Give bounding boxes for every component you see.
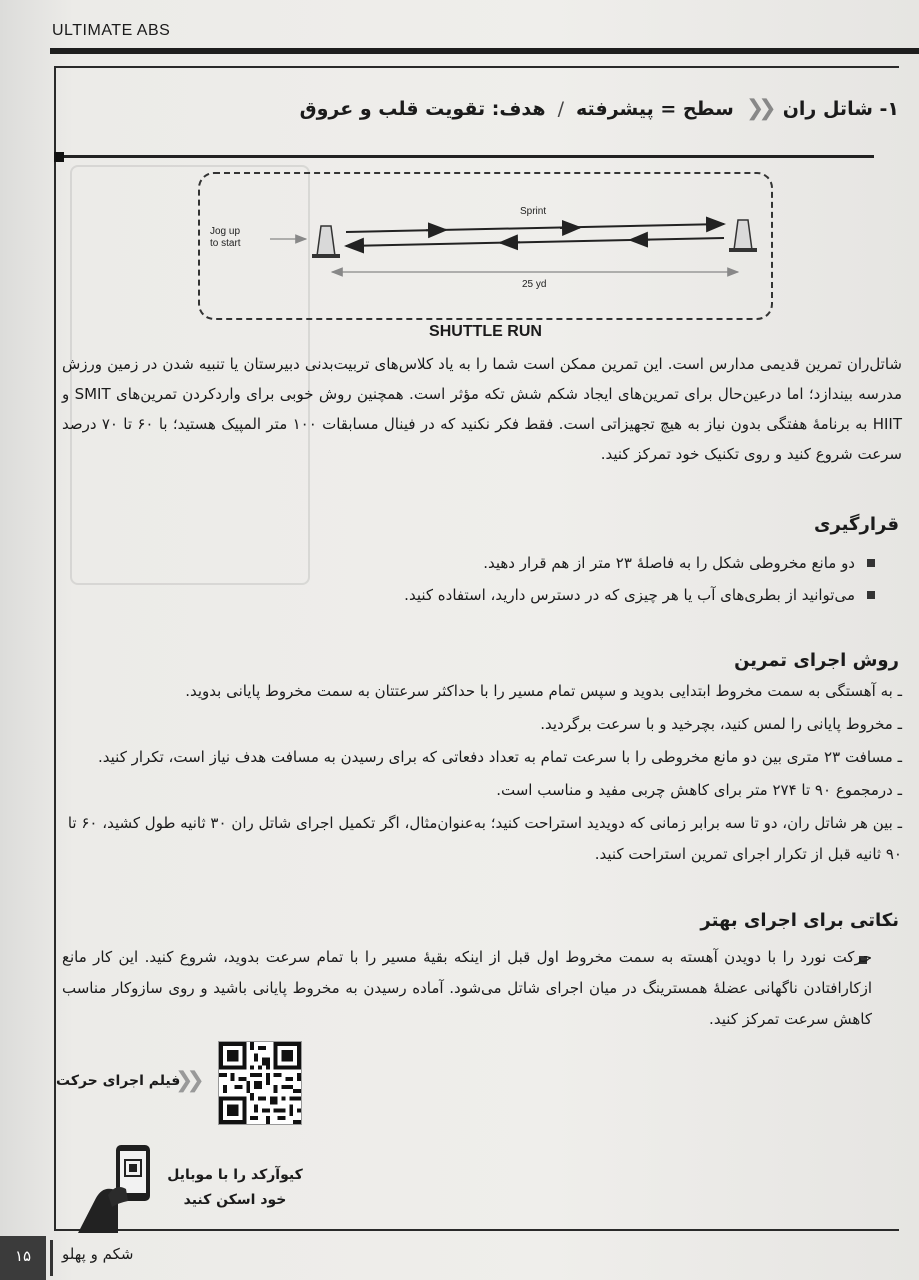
step-item: ـ بین هر شاتل ران، دو تا سه برابر زمانی که دویدید استراحت کنید؛ به‌عنوان‌مثال، اگر تکمیل اجرای شاتل ران ۳۰ ثانیه طول کشید، ۶۰ تا ۹۰ ثانیه قبل از تکرار اجرای تمرین استراحت کنید. (67, 814, 902, 863)
title-separator: / (557, 97, 564, 120)
setup-list (75, 547, 875, 611)
double-chevron-icon: ❯❯ (175, 1068, 198, 1093)
exercise-level: سطح = پیشرفته (576, 97, 734, 120)
scan-line-2: خود اسکن کنید (183, 1192, 287, 1208)
chapter-name: شکم و پهلو (62, 1245, 134, 1263)
title-rule-marker (54, 152, 64, 162)
method-steps (62, 676, 902, 870)
step-item: ـ درمجموع ۹۰ تا ۲۷۴ متر برای کاهش چربی مفید و مناسب است. (496, 781, 902, 799)
list-item: می‌توانید از بطری‌های آب یا هر چیزی که در دسترس دارید، استفاده کنید. (75, 579, 875, 611)
exercise-goal: هدف: تقویت قلب و عروق (299, 97, 546, 120)
footer-rule (50, 1240, 53, 1276)
sprint-label: Sprint (520, 206, 547, 217)
book-title: ULTIMATE ABS (52, 22, 171, 39)
page-number: ۱۵ (0, 1236, 46, 1280)
step-item: ـ مسافت ۲۳ متری بین دو مانع مخروطی را با سرعت تمام به تعداد دفعاتی که برای رسیدن به مسافت هدف نیاز است، تکرار کنید. (98, 748, 902, 766)
title-rule (54, 155, 874, 158)
jog-label-2: to start (210, 238, 241, 249)
start-cone-icon (312, 226, 340, 258)
exercise-title-row (300, 96, 899, 121)
qr-label: فیلم اجرای حرکت (56, 1073, 181, 1089)
shuttle-run-diagram (198, 172, 773, 320)
step-item: ـ مخروط پایانی را لمس کنید، بچرخید و با سرعت برگردید. (540, 715, 902, 733)
return-arrow (346, 238, 724, 246)
scan-line-1: کیوآرکد را با موبایل (167, 1167, 303, 1183)
tips-paragraph: حرکت نورد را با دویدن آهسته به سمت مخروط اول قبل از اینکه بقیهٔ مسیر را با تمام سرعت بدوید، شروع کنید. این کار مانع ازکارافتادن ناگهانی عضلهٔ همسترینگ در میان اجرای شاتل می‌شود. آماده رسیدن به مخروط پایانی باشید و روی سازوکار مناسب کاهش سرعت تمرکز کنید. (62, 948, 872, 1028)
step-item: ـ به آهستگی به سمت مخروط ابتدایی بدوید و سپس تمام مسیر را با حداکثر سرعتتان به سمت مخروط پایانی بدوید. (185, 682, 902, 700)
qr-code[interactable] (218, 1041, 302, 1125)
end-cone-icon (729, 220, 757, 252)
method-heading: روش اجرای تمرین (734, 650, 899, 671)
diagram-graphic (200, 174, 771, 318)
distance-label: 25 yd (522, 279, 547, 290)
sprint-arrow (346, 224, 724, 232)
header-rule (50, 48, 919, 54)
scan-instruction (160, 1163, 310, 1213)
tips-heading: نکاتی برای اجرای بهتر (700, 910, 899, 931)
exercise-title: ۱- شاتل ران (782, 97, 899, 120)
phone-scan-icon (78, 1143, 158, 1233)
setup-heading: قرارگیری (813, 514, 899, 535)
intro-paragraph: شاتل‌ران تمرین قدیمی مدارس است. این تمرین ممکن است شما را به یاد کلاس‌های تربیت‌بدنی دبیرستان یا تنبیه شدن در زمین ورزش مدرسه بیندازد؛ اما درعین‌حال برای تمرین‌های ایجاد شکم شش تکه مؤثر است. همچنین روش خوبی برای واردکردن تمرین‌های SMIT و HIIT به برنامهٔ هفتگی بدون نیاز به هیچ تجهیزاتی است. فقط فکر نکنید که در فینال مسابقات ۱۰۰ متر المپیک هستید؛ با ۶۰ تا ۷۰ درصد سرعت شروع کنید و روی تکنیک خود تمرکز کنید. (62, 355, 902, 463)
diagram-caption: SHUTTLE RUN (429, 323, 542, 340)
list-item: دو مانع مخروطی شکل را به فاصلهٔ ۲۳ متر از هم قرار دهید. (75, 547, 875, 579)
double-chevron-icon: ❮❮ (745, 96, 771, 121)
jog-label: Jog up (210, 226, 241, 237)
